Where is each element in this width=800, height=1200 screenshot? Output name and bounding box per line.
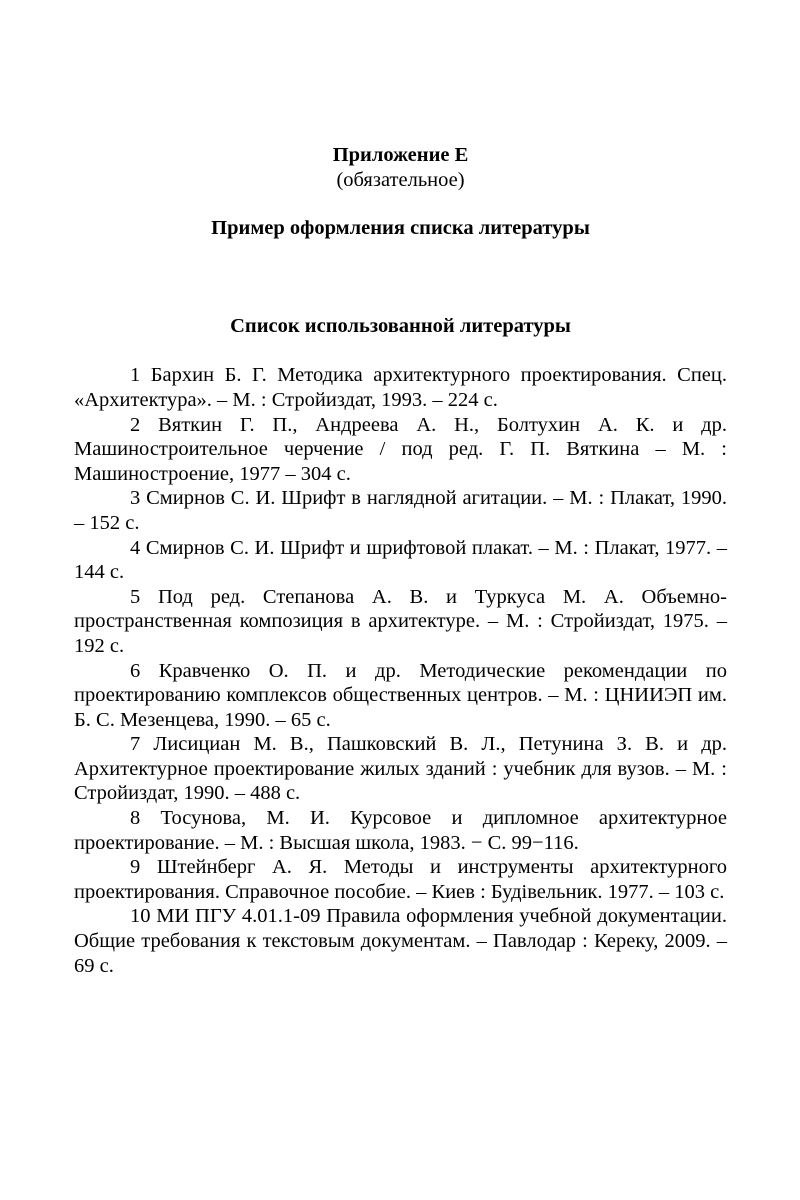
reference-item: 10 МИ ПГУ 4.01.1-09 Правила оформления учебной документации. Общие требования к текстовым документам. – Павлодар : Кереку, 2009. – 69 с.	[74, 905, 727, 977]
reference-item: 5 Под ред. Степанова А. В. и Туркуса М. А. Объемно-пространственная композиция в архитектуре. – М. : Стройиздат, 1975. – 192 с.	[74, 585, 727, 657]
reference-item: 1 Бархин Б. Г. Методика архитектурного проектирования. Спец. «Архитектура». – М. : Стройиздат, 1993. – 224 с.	[74, 364, 727, 411]
reference-item: 6 Кравченко О. П. и др. Методические рекомендации по проектированию комплексов общественных центров. – М. : ЦНИИЭП им. Б. С. Мезенцева, 1990. – 65 с.	[74, 659, 727, 731]
list-title: Список использованной литературы	[230, 314, 571, 337]
reference-item: 3 Смирнов С. И. Шрифт в наглядной агитации. – М. : Плакат, 1990. – 152 с.	[74, 487, 727, 534]
reference-item: 4 Смирнов С. И. Шрифт и шрифтовой плакат. – М. : Плакат, 1977. – 144 с.	[74, 536, 727, 584]
appendix-title: Приложение Е	[332, 144, 469, 166]
reference-item: 7 Лисициан М. В., Пашковский В. Л., Петунина З. В. и др. Архитектурное проектирование жилых зданий : учебник для вузов. – М. : Стройиздат, 1990. – 488 с.	[74, 733, 727, 805]
appendix-note: (обязательное)	[336, 168, 465, 191]
example-title: Пример оформления списка литературы	[211, 217, 590, 240]
reference-item: 8 Тосунова, М. И. Курсовое и дипломное архитектурное проектирование. – М. : Высшая школа, 1983. − С. 99−116.	[74, 807, 727, 854]
reference-item: 9 Штейнберг А. Я. Методы и инструменты архитектурного проектирования. Справочное пособие. – Киев : Будiвельник. 1977. – 103 с.	[74, 856, 727, 903]
document-page	[74, 143, 727, 978]
reference-list	[74, 363, 727, 978]
reference-item: 2 Вяткин Г. П., Андреева А. Н., Болтухин А. К. и др. Машиностроительное черчение / под ред. Г. П. Вяткина – М. : Машиностроение, 1977 – 304 с.	[74, 413, 727, 485]
